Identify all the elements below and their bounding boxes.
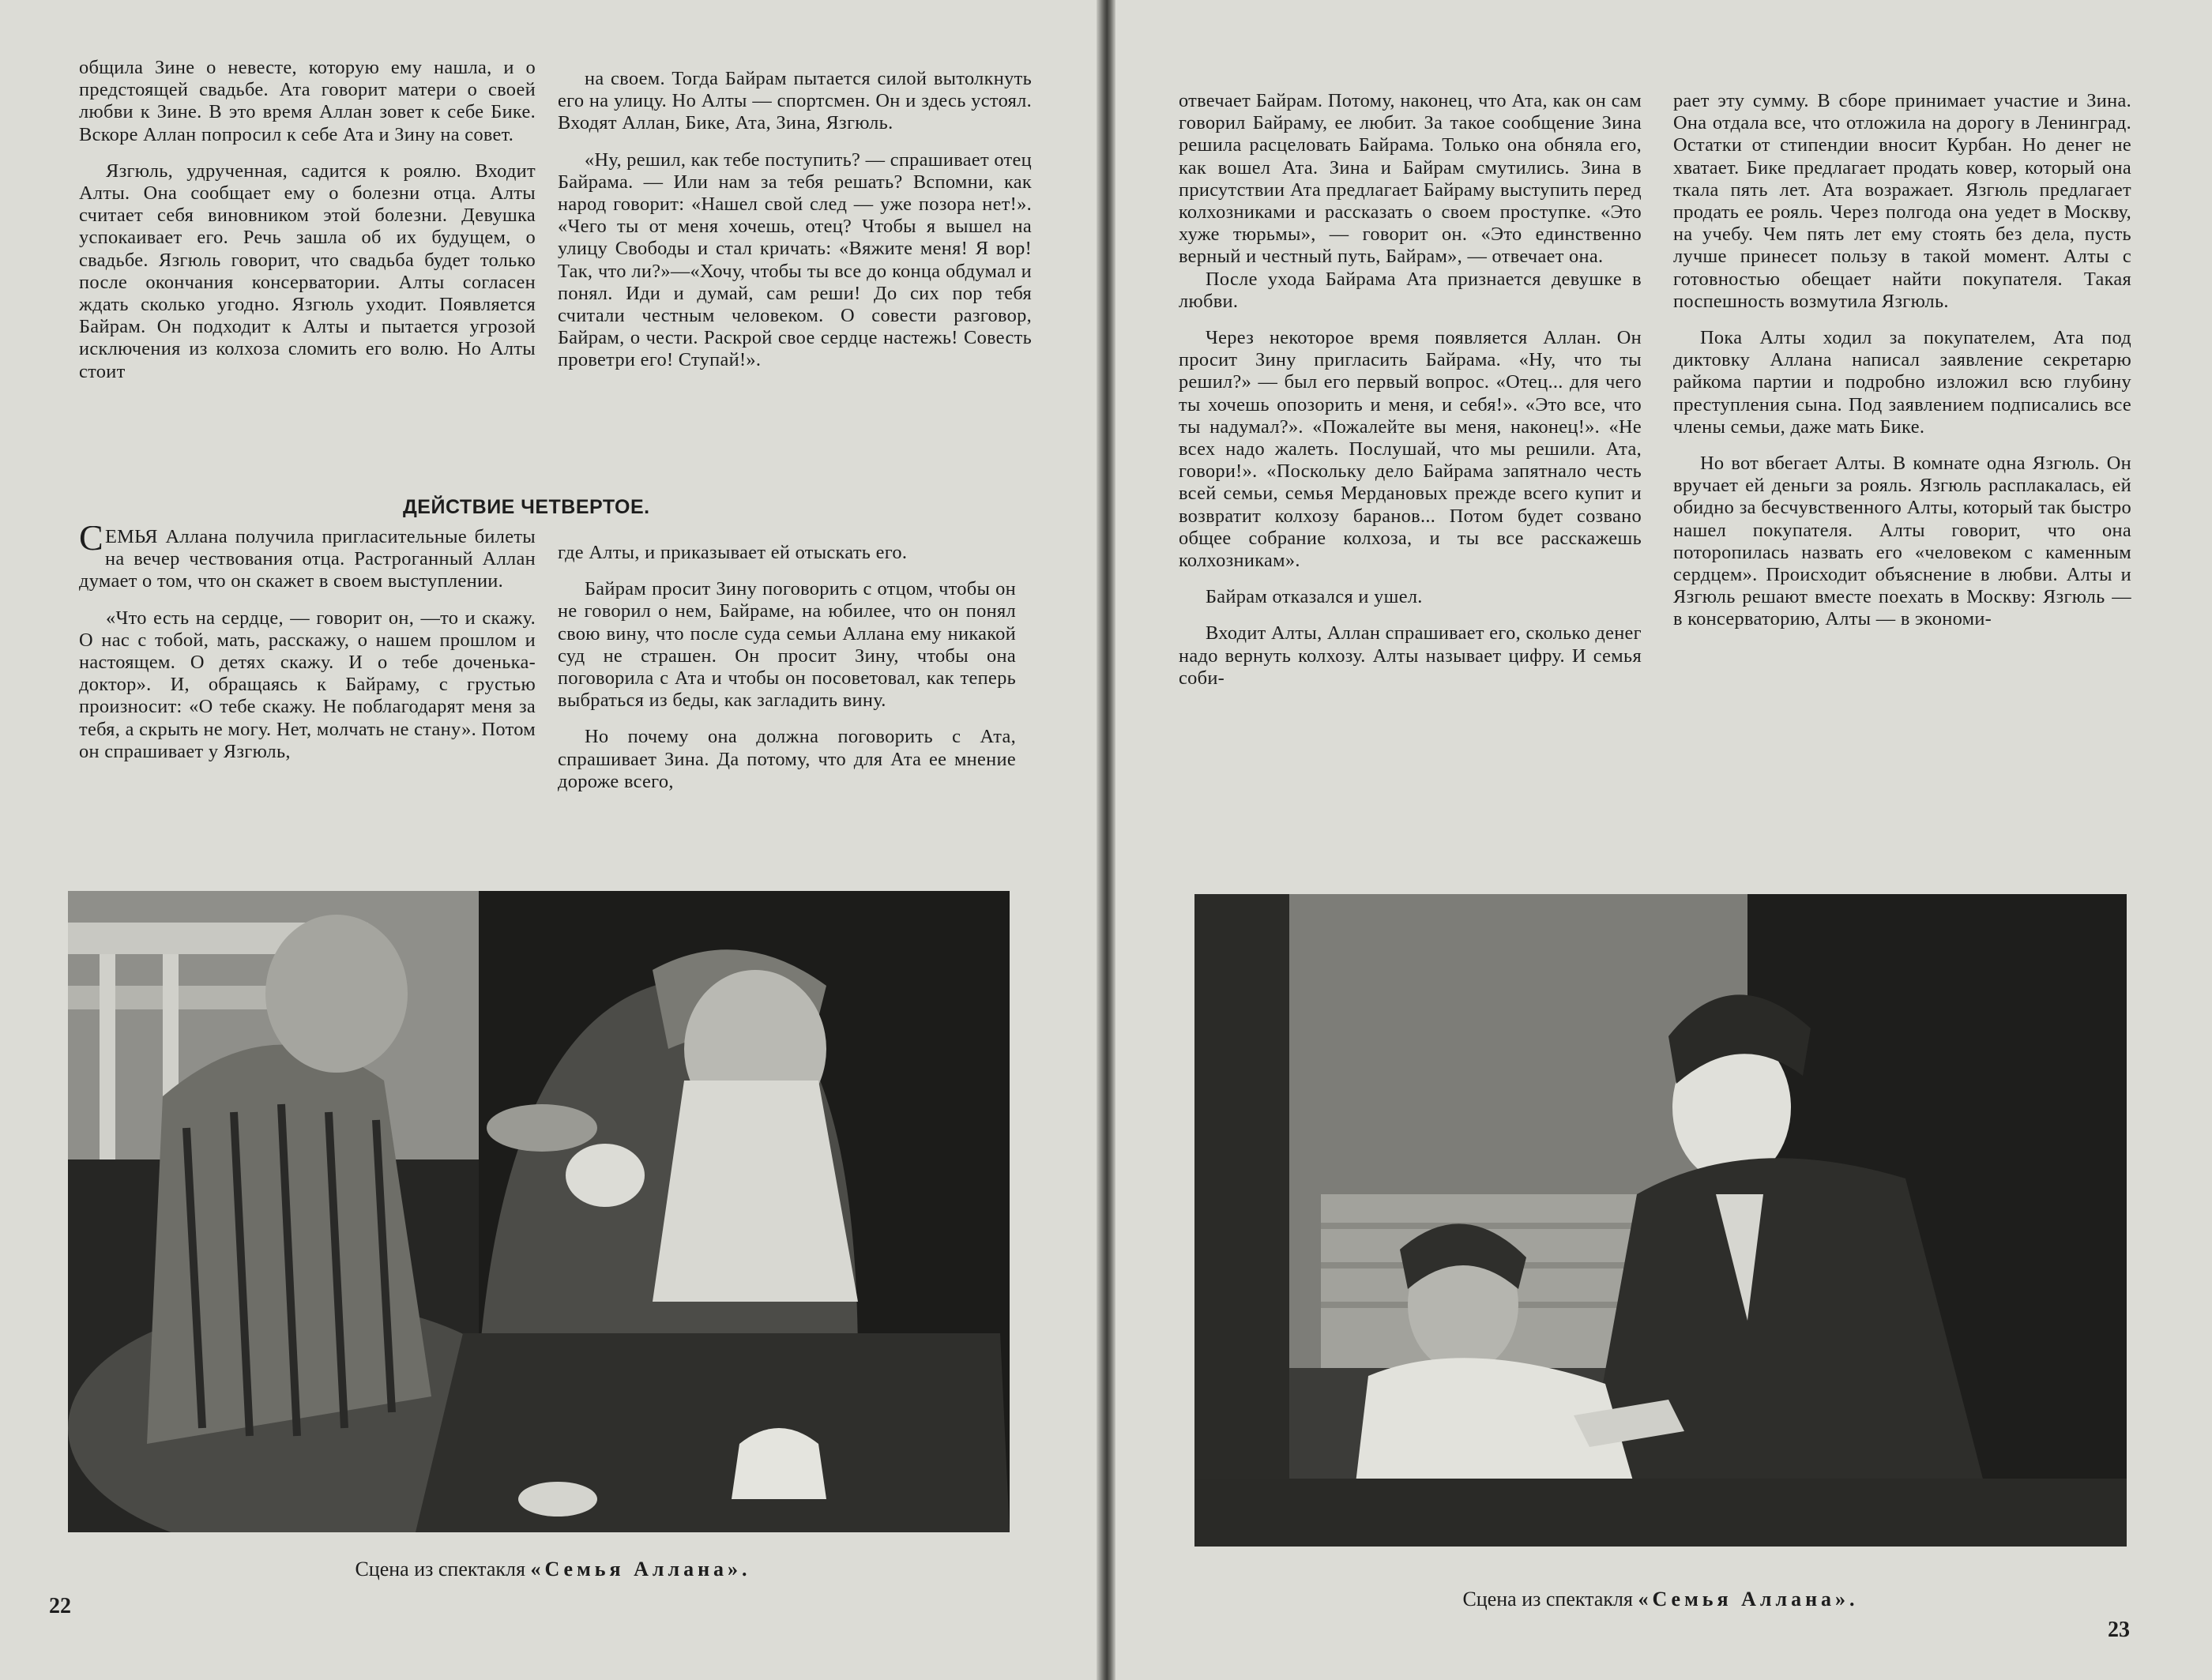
- scene-photo-right: [1194, 894, 2127, 1547]
- paragraph: Через некоторое время появляется Аллан. Он просит Зину пригласить Байрама. «Ну, что ты решил?» — был его первый вопрос. «Отец... для чего ты хочешь опозорить и меня, и себя!». «Это все, что ты надумал?». «Пожалейте вы меня, наконец!». «Не всех надо жалеть. Послушай, что мы решили. Ата, говори!». «Поскольку дело Байрама запятнало честь всей семьи, семья Мердановых прежде всего купит и возвратит колхозу баранов... Потом будет созвано общее собрание колхоза, и ты все расскажешь колхозникам».: [1179, 327, 1642, 572]
- paragraph: «Ну, решил, как тебе поступить? — спрашивает отец Байрама. — Или нам за тебя решать? Вспомни, как народ говорит: «Нашел свой след — уже позора нет!». «Чего ты от меня хочешь, отец? Чтобы я вышел на улицу Свободы и стал кричать: «Вяжите меня! Я вор! Так, что ли?»—«Хочу, чтобы ты все до конца обдумал и понял. Иди и думай, сам реши! До сих пор тебя считали честным человеком. О совести разговор, Байрам, о чести. Раскрой свое сердце настежь! Совесть проветри его! Ступай!».: [558, 148, 1032, 371]
- left-column-1: [79, 57, 536, 483]
- paragraph: Но почему она должна поговорить с Ата, спрашивает Зина. Да потому, что для Ата ее мнение дороже всего,: [558, 726, 1016, 792]
- paragraph: После ухода Байрама Ата признается девушке в любви.: [1179, 268, 1642, 312]
- left-column-2: [558, 68, 1032, 499]
- photo-illustration: [1194, 894, 2127, 1547]
- paragraph: рает эту сумму. В сборе принимает участие и Зина. Она отдала все, что отложила на дорогу в Ленинград. Остатки от стипендии вносит Курбан. Но денег не хватает. Бике предлагает продать ковер, который она ткала пять лет. Ата возражает. Язгюль предлагает продать ее рояль. Через полгода она уедет в Москву, на учебу. Чем пять лет ему стоять без дела, пусть лучше принесет пользу в такой момент. Алты с готовностью обещает найти покупателя. Такая поспешность возмутила Язгюль.: [1673, 90, 2131, 312]
- paragraph: Но вот вбегает Алты. В комнате одна Язгюль. Он вручает ей деньги за рояль. Язгюль расплакалась, ей обидно за бесчувственного Алты, который так быстро нашел покупателя. Алты говорит, что она поторопилась назвать его «человеком с каменным сердцем». Происходит объяснение в любви. Алты и Язгюль решают вместе поехать в Москву: Язгюль — в консерваторию, Алты — в экономи-: [1673, 453, 2131, 630]
- paragraph-dropcap: [79, 526, 536, 593]
- paragraph: Язгюль, удрученная, садится к роялю. Входит Алты. Она сообщает ему о болезни отца. Алты считает себя виновником этой болезни. Девушка успокаивает его. Речь зашла об их будущем, о свадьбе. Язгюль говорит, что свадьба будет только после окончания консерватории. Алты согласен ждать сколько угодно. Язгюль уходит. Появляется Байрам. Он подходит к Алты и пытается угрозой исключения из колхоза сломить его волю. Но Алты стоит: [79, 160, 536, 382]
- photo-illustration: [68, 891, 1010, 1532]
- left-column-1-lower: [79, 526, 536, 842]
- paragraph: общила Зине о невесте, которую ему нашла, и о предстоящей свадьбе. Ата говорит матери о своей любви к Зине. В это время Аллан зовет к себе Бике. Вскоре Аллан попросил к себе Ата и Зину на совет.: [79, 57, 536, 145]
- photo-caption-right: [1187, 1588, 2135, 1611]
- paragraph: где Алты, и приказывает ей отыскать его.: [558, 542, 908, 563]
- left-page: [0, 0, 1097, 1680]
- drop-cap: С: [79, 526, 103, 558]
- scene-photo-left: [68, 891, 1010, 1532]
- right-column-1: [1179, 90, 1642, 848]
- section-heading: ДЕЙСТВИЕ ЧЕТВЕРТОЕ.: [403, 496, 650, 518]
- page-number-right: 23: [2108, 1618, 2130, 1642]
- left-column-2-lower: [558, 542, 1016, 858]
- caption-prefix: Сцена из спектакля: [1462, 1588, 1633, 1610]
- caption-prefix: Сцена из спектакля: [355, 1558, 525, 1580]
- right-column-2: [1673, 90, 2131, 848]
- paragraph-text: ЕМЬЯ Аллана получила пригласительные билеты на вечер чествования отца. Растроганный Аллан думает о том, что он скажет в своем выступлении.: [79, 526, 536, 592]
- paragraph: отвечает Байрам. Потому, наконец, что Ата, как он сам говорил Байраму, ее любит. За такое сообщение Зина решила расцеловать Байрама. Только она обняла его, как вошел Ата. Зина и Байрам смутились. Зина в присутствии Ата предлагает Байраму выступить перед колхозниками и рассказать о своем проступке. «Это хуже тюрьмы», — говорит он. «Это единственно верный и честный путь, Байрам», — отвечает она.: [1179, 90, 1642, 268]
- paragraph: Байрам просит Зину поговорить с отцом, чтобы он не говорил о нем, Байраме, на юбилее, что он понял свою вину, что после суда семьи Аллана ему никакой суд не страшен. Он просит Зину, чтобы она поговорила с Ата и чтобы он посоветовал, как теперь выбраться из беды, как загладить вину.: [558, 578, 1016, 712]
- caption-title: «Семья Аллана».: [530, 1558, 751, 1580]
- book-gutter: [1097, 0, 1115, 1680]
- caption-title: «Семья Аллана».: [1638, 1588, 1859, 1610]
- paragraph: Входит Алты, Аллан спрашивает его, сколько денег надо вернуть колхозу. Алты называет цифру. И семья соби-: [1179, 622, 1642, 689]
- paragraph: Байрам отказался и ушел.: [1206, 586, 1423, 608]
- page-number-left: 22: [49, 1594, 71, 1618]
- paragraph: Пока Алты ходил за покупателем, Ата под диктовку Аллана написал заявление секретарю райкома партии и подробно изложил всю глубину преступления сына. Под заявлением подписались все члены семьи, даже мать Бике.: [1673, 327, 2131, 438]
- paragraph: «Что есть на сердце, — говорит он, —то и скажу. О нас с тобой, мать, расскажу, о нашем прошлом и настоящем. О детях скажу. И о тебе доченька-доктор». И, обращаясь к Байраму, с грустью произносит: «О тебе скажу. Не поблагодарят меня за тебя, а скрыть не могу. Нет, молчать не стану». Потом он спрашивает у Язгюль,: [79, 607, 536, 762]
- photo-caption-left: [158, 1558, 948, 1581]
- paragraph: на своем. Тогда Байрам пытается силой вытолкнуть его на улицу. Но Алты — спортсмен. Он и здесь устоял. Входят Аллан, Бике, Ата, Зина, Язгюль.: [558, 68, 1032, 134]
- right-page: [1115, 0, 2212, 1680]
